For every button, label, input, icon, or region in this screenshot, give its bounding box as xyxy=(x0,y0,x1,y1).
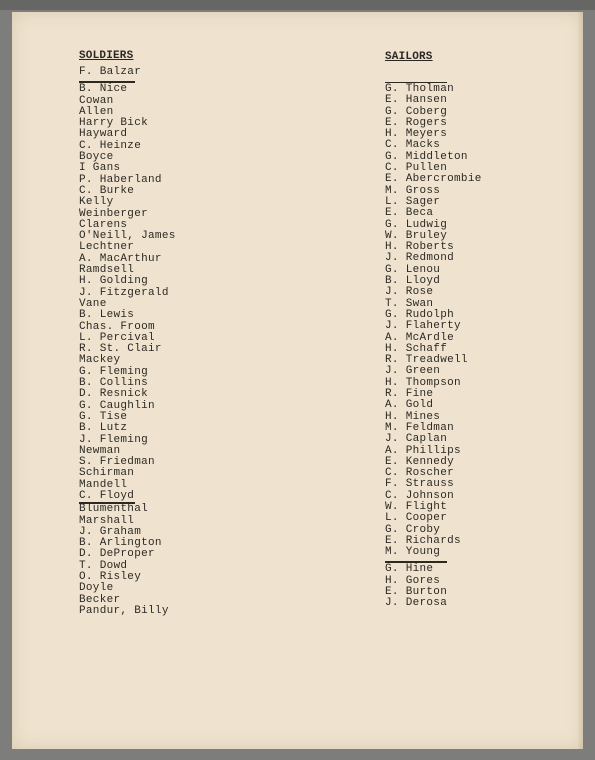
soldier-name: Weinberger xyxy=(79,207,149,220)
soldiers-column xyxy=(79,49,176,617)
sailor-name: M. Gross xyxy=(385,184,441,197)
divider-rule xyxy=(79,502,176,504)
soldier-name: Chas. Froom xyxy=(79,320,155,333)
soldier-name: P. Haberland xyxy=(79,173,162,186)
sailor-name: R. Treadwell xyxy=(385,354,468,367)
soldier-name: Lechtner xyxy=(79,241,135,254)
soldier-name: Mackey xyxy=(79,354,121,367)
soldier-name: Newman xyxy=(79,444,121,457)
sailor-name: E. Rogers xyxy=(385,116,448,129)
sailor-name: G. Middleton xyxy=(385,150,468,163)
soldier-name: C. Floyd xyxy=(79,489,135,502)
sailor-name: J. Redmond xyxy=(385,252,455,265)
sailor-name: J. Rose xyxy=(385,286,434,299)
soldier-name: Mandell xyxy=(79,478,128,491)
soldier-name: J. Graham xyxy=(79,525,142,538)
sailor-name: E. Beca xyxy=(385,207,434,220)
sailor-name: E. Hansen xyxy=(385,94,448,107)
soldier-name: Hayward xyxy=(79,128,128,141)
soldier-name: I Gans xyxy=(79,162,121,175)
soldiers-heading: SOLDIERS xyxy=(79,50,134,62)
soldier-name: Kelly xyxy=(79,196,114,209)
soldier-name: Blumenthal xyxy=(79,503,149,516)
sailor-name: M. Young xyxy=(385,546,441,559)
soldier-name: B. Arlington xyxy=(79,537,162,550)
sailor-name: J. Green xyxy=(385,365,441,378)
soldier-name: D. Resnick xyxy=(79,388,149,401)
sailor-name: L. Cooper xyxy=(385,512,448,525)
sailor-name: E. Abercrombie xyxy=(385,173,482,186)
sailor-name: G. Rudolph xyxy=(385,308,455,321)
sailor-name: J. Caplan xyxy=(385,433,448,446)
sailor-name: G. Croby xyxy=(385,523,441,536)
typed-document-page xyxy=(12,12,583,749)
sailor-name: M. Feldman xyxy=(385,421,455,434)
soldier-name: Cowan xyxy=(79,94,114,107)
sailor-name: T. Swan xyxy=(385,297,434,310)
sailor-name: H. Schaff xyxy=(385,342,448,355)
soldier-name: D. DeProper xyxy=(79,548,155,561)
sailor-name: A. McArdle xyxy=(385,331,455,344)
soldier-name: G. Caughlin xyxy=(79,399,155,412)
sailors-list-group-2 xyxy=(385,564,482,609)
soldier-name: T. Dowd xyxy=(79,559,128,572)
sailor-name: W. Flight xyxy=(385,500,448,513)
divider-rule xyxy=(79,78,176,84)
spacer xyxy=(385,68,482,82)
sailors-list-group-1 xyxy=(385,84,482,558)
sailor-name: C. Pullen xyxy=(385,162,448,175)
sailor-name: G. Hine xyxy=(385,563,434,576)
soldier-name: L. Percival xyxy=(79,331,155,344)
sailor-name: C. Roscher xyxy=(385,467,455,480)
soldier-name: Harry Bick xyxy=(79,117,149,130)
scanner-background-strip xyxy=(0,0,595,10)
soldier-name: Doyle xyxy=(79,582,114,595)
sailor-name: G. Coberg xyxy=(385,105,448,118)
soldier-name: Schirman xyxy=(79,467,135,480)
sailor-name: G. Tholman xyxy=(385,83,455,95)
soldier-name: O'Neill, James xyxy=(79,230,176,243)
soldier-name: Allen xyxy=(79,105,114,118)
sailor-name: G. Ludwig xyxy=(385,218,448,231)
soldiers-list-group-1 xyxy=(79,84,176,502)
sailor-name: H. Gores xyxy=(385,574,441,587)
sailor-name: F. Strauss xyxy=(385,478,455,491)
soldier-name: B. Nice xyxy=(79,83,128,96)
soldier-name: H. Golding xyxy=(79,275,149,288)
sailor-name: A. Phillips xyxy=(385,444,461,457)
soldier-name: J. Fleming xyxy=(79,433,149,446)
sailor-name: C. Johnson xyxy=(385,489,455,502)
sailors-heading: SAILORS xyxy=(385,51,433,63)
soldier-name: A. MacArthur xyxy=(79,252,162,265)
soldier-name: G. Tise xyxy=(79,410,128,423)
soldier-name: S. Friedman xyxy=(79,456,155,469)
sailor-name: J. Flaherty xyxy=(385,320,461,333)
soldier-name: J. Fitzgerald xyxy=(79,286,169,299)
sailors-column xyxy=(385,50,482,610)
sailor-name: L. Sager xyxy=(385,195,441,208)
soldier-name: Becker xyxy=(79,593,121,606)
soldier-name: B. Collins xyxy=(79,377,149,390)
divider-rule xyxy=(385,558,482,564)
sailor-name: A. Gold xyxy=(385,399,434,412)
sailor-name: E. Richards xyxy=(385,534,461,547)
sailor-name: H. Thompson xyxy=(385,376,461,389)
sailor-name: W. Bruley xyxy=(385,229,448,242)
soldier-name: C. Burke xyxy=(79,184,135,197)
sailor-name: C. Macks xyxy=(385,139,441,152)
soldier-name: Marshall xyxy=(79,514,135,527)
soldier-name: C. Heinze xyxy=(79,139,142,152)
sailor-name: E. Kennedy xyxy=(385,455,455,468)
soldier-name: B. Lutz xyxy=(79,422,128,435)
soldier-name: R. St. Clair xyxy=(79,343,162,356)
soldier-name: G. Fleming xyxy=(79,365,149,378)
divider-rule xyxy=(385,82,482,84)
soldier-name: Ramdsell xyxy=(79,264,135,277)
sailor-name: B. Lloyd xyxy=(385,275,441,288)
soldier-name: Pandur, Billy xyxy=(79,604,169,617)
soldier-name: Boyce xyxy=(79,151,114,164)
sailor-name: E. Burton xyxy=(385,586,448,599)
sailor-name: H. Mines xyxy=(385,410,441,423)
sailor-name: H. Meyers xyxy=(385,128,448,141)
soldiers-list-group-2 xyxy=(79,504,176,617)
soldier-name: O. Risley xyxy=(79,571,142,584)
soldier-name: F. Balzar xyxy=(79,66,142,78)
soldier-name: B. Lewis xyxy=(79,309,135,322)
sailor-name: R. Fine xyxy=(385,388,434,401)
sailor-name: H. Roberts xyxy=(385,241,455,254)
sailor-name: J. Derosa xyxy=(385,597,448,610)
soldier-name: Clarens xyxy=(79,218,128,231)
soldier-name: Vane xyxy=(79,297,107,310)
sailor-name: G. Lenou xyxy=(385,263,441,276)
